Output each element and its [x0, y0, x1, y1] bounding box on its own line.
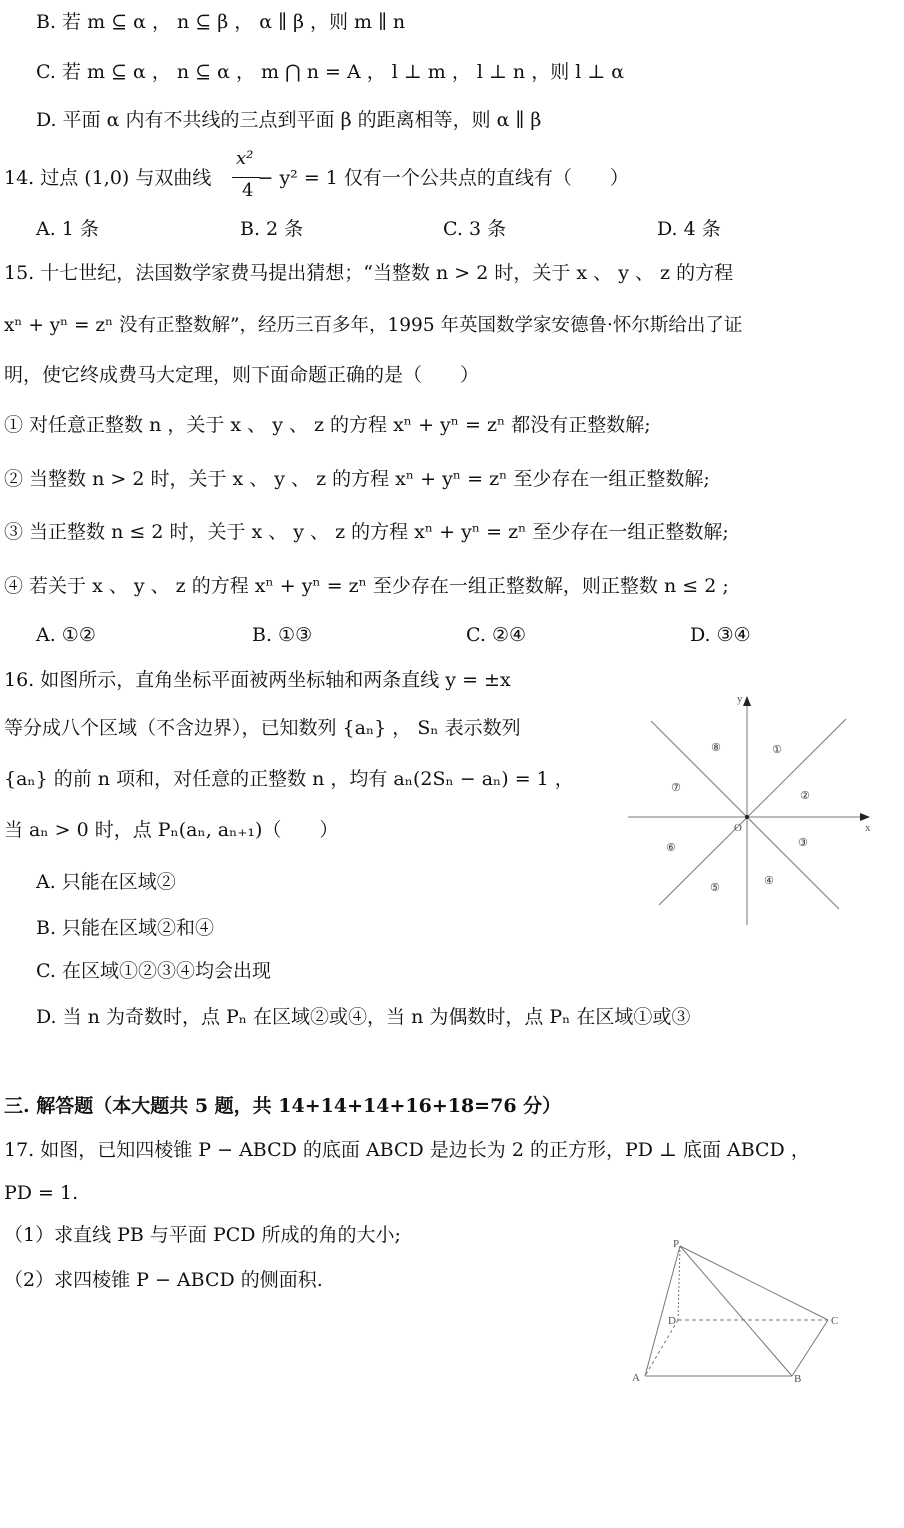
x-label: x [865, 822, 871, 834]
q15-option-b: B. ①③ [252, 624, 313, 646]
q14-stem-a: 14. 过点 (1,0) 与双曲线 [4, 167, 212, 189]
q14-stem-b: − y² = 1 仅有一个公共点的直线有（ ） [257, 167, 629, 189]
q17-line2: PD = 1. [4, 1182, 79, 1204]
q15-option-a: A. ①② [36, 624, 96, 646]
region-1: ① [772, 743, 782, 756]
region-7: ⑦ [671, 781, 681, 794]
q14-frac-num: x² [236, 148, 254, 169]
q14-option-a: A. 1 条 [36, 218, 99, 240]
section-3-heading: 三. 解答题（本大题共 5 题，共 14+14+14+16+18=76 分） [4, 1095, 562, 1117]
q16-option-b: B. 只能在区域②和④ [36, 917, 215, 939]
q17-part1: （1）求直线 PB 与平面 PCD 所成的角的大小; [4, 1224, 401, 1246]
q15-option-c: C. ②④ [466, 624, 527, 646]
q15-line2: xⁿ + yⁿ = zⁿ 没有正整数解”，经历三百多年，1995 年英国数学家安德鲁·怀尔斯给出了证 [4, 315, 743, 336]
q15-statement-2: ② 当整数 n > 2 时，关于 x 、 y 、 z 的方程 xⁿ + yⁿ = zⁿ 至少存在一组正整数解; [4, 468, 710, 490]
region-5: ⑤ [710, 881, 720, 894]
vertex-d: D [668, 1315, 676, 1327]
q15-line3: 明，使它终成费马大定理，则下面命题正确的是（ ） [4, 364, 480, 386]
q14-option-b: B. 2 条 [240, 218, 304, 240]
origin-dot [745, 815, 749, 819]
q15-statement-4: ④ 若关于 x 、 y 、 z 的方程 xⁿ + yⁿ = zⁿ 至少存在一组正整数解，则正整数 n ≤ 2 ; [4, 575, 729, 597]
q16-option-d: D. 当 n 为奇数时，点 Pₙ 在区域②或④，当 n 为偶数时，点 Pₙ 在区域①或③ [36, 1006, 691, 1028]
q17-pyramid-diagram [632, 1238, 838, 1385]
region-4: ④ [764, 874, 774, 887]
q15-statement-1: ① 对任意正整数 n ，关于 x 、 y 、 z 的方程 xⁿ + yⁿ = zⁿ 都没有正整数解; [4, 414, 651, 436]
line-y-equals-x [659, 719, 846, 905]
q15-line1: 15. 十七世纪，法国数学家费马提出猜想；“当整数 n > 2 时，关于 x 、 y 、 z 的方程 [4, 262, 734, 284]
q14-option-d: D. 4 条 [657, 218, 721, 240]
vertex-a: A [632, 1372, 640, 1384]
vertex-c: C [831, 1315, 839, 1327]
q13-option-d: D. 平面 α 内有不共线的三点到平面 β 的距离相等，则 α ∥ β [36, 109, 542, 131]
q16-line2: 等分成八个区域（不含边界），已知数列 {aₙ} ， Sₙ 表示数列 [4, 717, 521, 739]
q16-line4: 当 aₙ > 0 时，点 Pₙ(aₙ, aₙ₊₁)（ ） [4, 819, 339, 841]
y-arrow-icon [743, 696, 751, 706]
q16-line1: 16. 如图所示，直角坐标平面被两坐标轴和两条直线 y = ±x [4, 669, 511, 691]
q15-statement-3: ③ 当正整数 n ≤ 2 时，关于 x 、 y 、 z 的方程 xⁿ + yⁿ = zⁿ 至少存在一组正整数解; [4, 521, 729, 543]
region-6: ⑥ [666, 841, 676, 854]
q16-region-diagram [628, 693, 871, 925]
q14-option-c: C. 3 条 [443, 218, 507, 240]
region-2: ② [800, 789, 810, 802]
vertex-b: B [794, 1373, 802, 1385]
q16-option-a: A. 只能在区域② [36, 871, 176, 893]
region-8: ⑧ [711, 741, 721, 754]
vertex-p: P [673, 1238, 680, 1250]
q14-frac-den: 4 [242, 180, 254, 201]
q15-option-d: D. ③④ [690, 624, 751, 646]
q16-option-c: C. 在区域①②③④均会出现 [36, 960, 271, 982]
origin-label: O [734, 822, 742, 834]
q13-option-c: C. 若 m ⊆ α ， n ⊆ α ， m ⋂ n = A ， l ⊥ m ， l ⊥ n ，则 l ⊥ α [36, 61, 625, 83]
line-y-equals-neg-x [651, 721, 839, 909]
y-label: y [737, 693, 743, 705]
q16-line3: {aₙ} 的前 n 项和，对任意的正整数 n ，均有 aₙ(2Sₙ − aₙ) = 1 ， [4, 768, 574, 790]
x-arrow-icon [860, 813, 870, 821]
q17-line1: 17. 如图，已知四棱锥 P − ABCD 的底面 ABCD 是边长为 2 的正方形，PD ⊥ 底面 ABCD ， [4, 1139, 810, 1161]
q17-part2: （2）求四棱锥 P − ABCD 的侧面积. [4, 1269, 323, 1291]
q13-option-b: B. 若 m ⊆ α ， n ⊆ β ， α ∥ β ，则 m ∥ n [36, 11, 406, 33]
region-3: ③ [798, 836, 808, 849]
